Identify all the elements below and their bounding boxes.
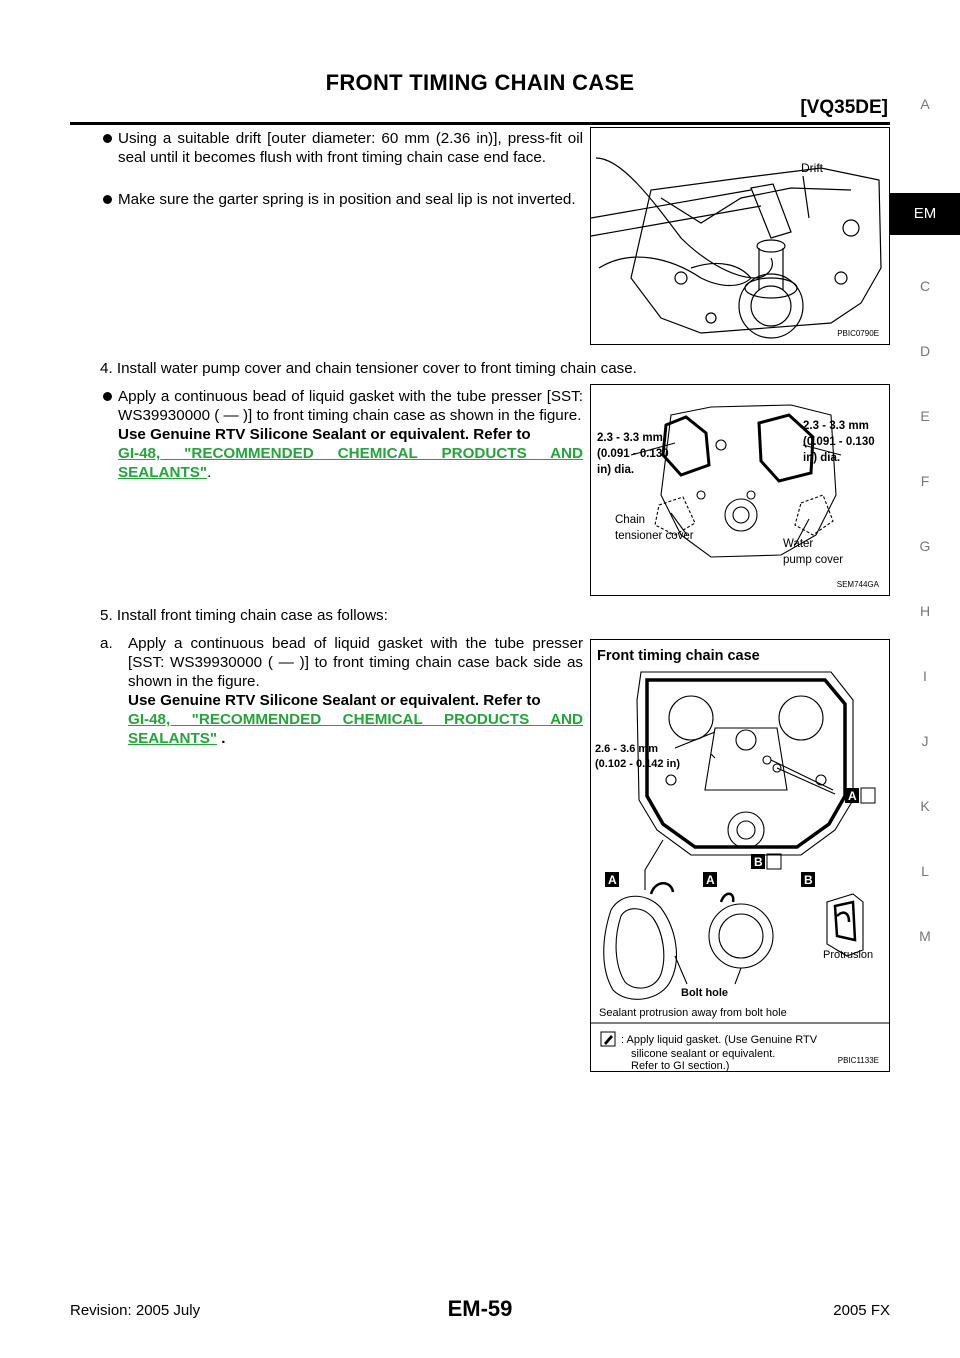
figure3-tag-b-top-text: B bbox=[754, 855, 763, 869]
page-number: EM-59 bbox=[447, 1296, 513, 1321]
figure3-tag-a-top-text: A bbox=[848, 789, 857, 803]
figure2-dim-left-2: (0.091 - 0.130 bbox=[597, 448, 669, 460]
figure2-dim-right-2: (0.091 - 0.130 bbox=[803, 436, 875, 448]
figure3-protrusion-label: Protrusion bbox=[823, 949, 874, 961]
figure3-title: Front timing chain case bbox=[597, 648, 760, 664]
figure3-bolt-hole-label: Bolt hole bbox=[681, 987, 729, 999]
figure2-code: SEM744GA bbox=[836, 580, 879, 589]
section-index-em-active[interactable]: EM bbox=[890, 193, 960, 235]
footer-model: 2005 FX bbox=[833, 1302, 890, 1319]
engine-code: [VQ35DE] bbox=[800, 97, 888, 118]
bullet-apply-gasket-covers-text: Apply a continuous bead of liquid gasket with the tube presser [SST: WS39930000 ( — )] to front timing chain case as shown in the figure. bbox=[118, 388, 583, 424]
figure3-dim-1: 2.6 - 3.6 mm bbox=[595, 743, 658, 755]
header-rule bbox=[70, 122, 890, 125]
step-5-text: 5. Install front timing chain case as follows: bbox=[100, 607, 388, 624]
sub-step-a-text: Apply a continuous bead of liquid gasket with the tube presser [SST: WS39930000 ( — )] to front timing chain case back side as shown in the figure. bbox=[128, 635, 583, 690]
section-index-k[interactable]: K bbox=[920, 798, 930, 814]
figure2-dim-left-1: 2.3 - 3.3 mm bbox=[597, 432, 663, 444]
figure3-dim-2: (0.102 - 0.142 in) bbox=[595, 758, 680, 770]
figure1-label-drift: Drift bbox=[801, 161, 823, 175]
figure3-tag-b-detail-text: B bbox=[804, 873, 813, 887]
pencil-icon bbox=[604, 1035, 613, 1045]
section-index-e[interactable]: E bbox=[920, 408, 930, 424]
figure3-tag-a-detail-1-text: A bbox=[608, 873, 617, 887]
figure2-chain-label-2: tensioner cover bbox=[615, 530, 694, 542]
figure3-tag-a-detail-2-text: A bbox=[706, 873, 715, 887]
figure3-code: PBIC1133E bbox=[837, 1056, 879, 1065]
section-index-l[interactable]: L bbox=[921, 863, 929, 879]
cover-gasket-illustration bbox=[591, 385, 889, 595]
section-index-f[interactable]: F bbox=[920, 473, 930, 489]
bullet-apply-gasket-covers bbox=[100, 387, 583, 482]
step-4-text: 4. Install water pump cover and chain tensioner cover to front timing chain case. bbox=[100, 360, 637, 377]
section-index-a[interactable]: A bbox=[920, 96, 930, 112]
gasket-icon-bottom bbox=[767, 854, 781, 869]
figure3-legend-line-3: Refer to GI section.) bbox=[631, 1060, 730, 1071]
figure2-dim-left-3: in) dia. bbox=[597, 464, 635, 476]
figure-cover-gasket-bead bbox=[590, 384, 890, 596]
figure2-water-label-2: pump cover bbox=[783, 554, 844, 566]
link-gi-48-recommended-products-2[interactable]: GI-48, "RECOMMENDED CHEMICAL PRODUCTS AND SEALANTS" bbox=[128, 711, 583, 747]
bullet-garter-spring: Make sure the garter spring is in position and seal lip is not inverted. bbox=[100, 190, 583, 209]
section-index-i[interactable]: I bbox=[923, 668, 927, 684]
figure2-dim-right-1: 2.3 - 3.3 mm bbox=[803, 420, 869, 432]
section-index-c[interactable]: C bbox=[919, 278, 931, 294]
bullet-sealant-note: Use Genuine RTV Silicone Sealant or equivalent. Refer to bbox=[118, 426, 531, 443]
section-index-g[interactable]: G bbox=[919, 538, 931, 554]
figure-chain-case-back bbox=[590, 639, 890, 1072]
page-title: FRONT TIMING CHAIN CASE bbox=[325, 70, 635, 95]
figure1-code: PBIC0790E bbox=[837, 329, 879, 338]
figure3-legend-line-1: : Apply liquid gasket. (Use Genuine RTV bbox=[621, 1034, 818, 1046]
figure2-dim-right-3: in) dia. bbox=[803, 452, 841, 464]
section-index-h[interactable]: H bbox=[919, 603, 931, 619]
sub-step-a bbox=[100, 634, 583, 748]
sub-step-a-sealant-note: Use Genuine RTV Silicone Sealant or equivalent. Refer to bbox=[128, 692, 541, 709]
bullet-press-fit-seal: Using a suitable drift [outer diameter: 60 mm (2.36 in)], press-fit oil seal until it becomes flush with front timing chain case end face. bbox=[100, 129, 583, 167]
link-trailing-period-2: . bbox=[217, 730, 226, 747]
drift-illustration bbox=[591, 128, 889, 344]
figure3-legend-line-2: silicone sealant or equivalent. bbox=[631, 1048, 776, 1060]
chain-case-illustration bbox=[591, 640, 889, 1071]
gasket-icon-top bbox=[861, 788, 875, 803]
figure2-chain-label-1: Chain bbox=[615, 514, 646, 526]
footer-revision: Revision: 2005 July bbox=[70, 1302, 201, 1319]
figure-drift-installation bbox=[590, 127, 890, 345]
link-gi-48-recommended-products[interactable]: GI-48, "RECOMMENDED CHEMICAL PRODUCTS AND SEALANTS" bbox=[118, 445, 583, 481]
figure3-sealant-note: Sealant protrusion away from bolt hole bbox=[599, 1007, 787, 1019]
link-trailing-period: . bbox=[207, 464, 212, 481]
section-index-m[interactable]: M bbox=[919, 928, 931, 944]
section-index-d[interactable]: D bbox=[919, 343, 931, 359]
sub-step-a-label: a. bbox=[100, 635, 113, 652]
figure2-water-label-1: Water bbox=[783, 538, 814, 550]
section-index-j[interactable]: J bbox=[921, 733, 929, 749]
